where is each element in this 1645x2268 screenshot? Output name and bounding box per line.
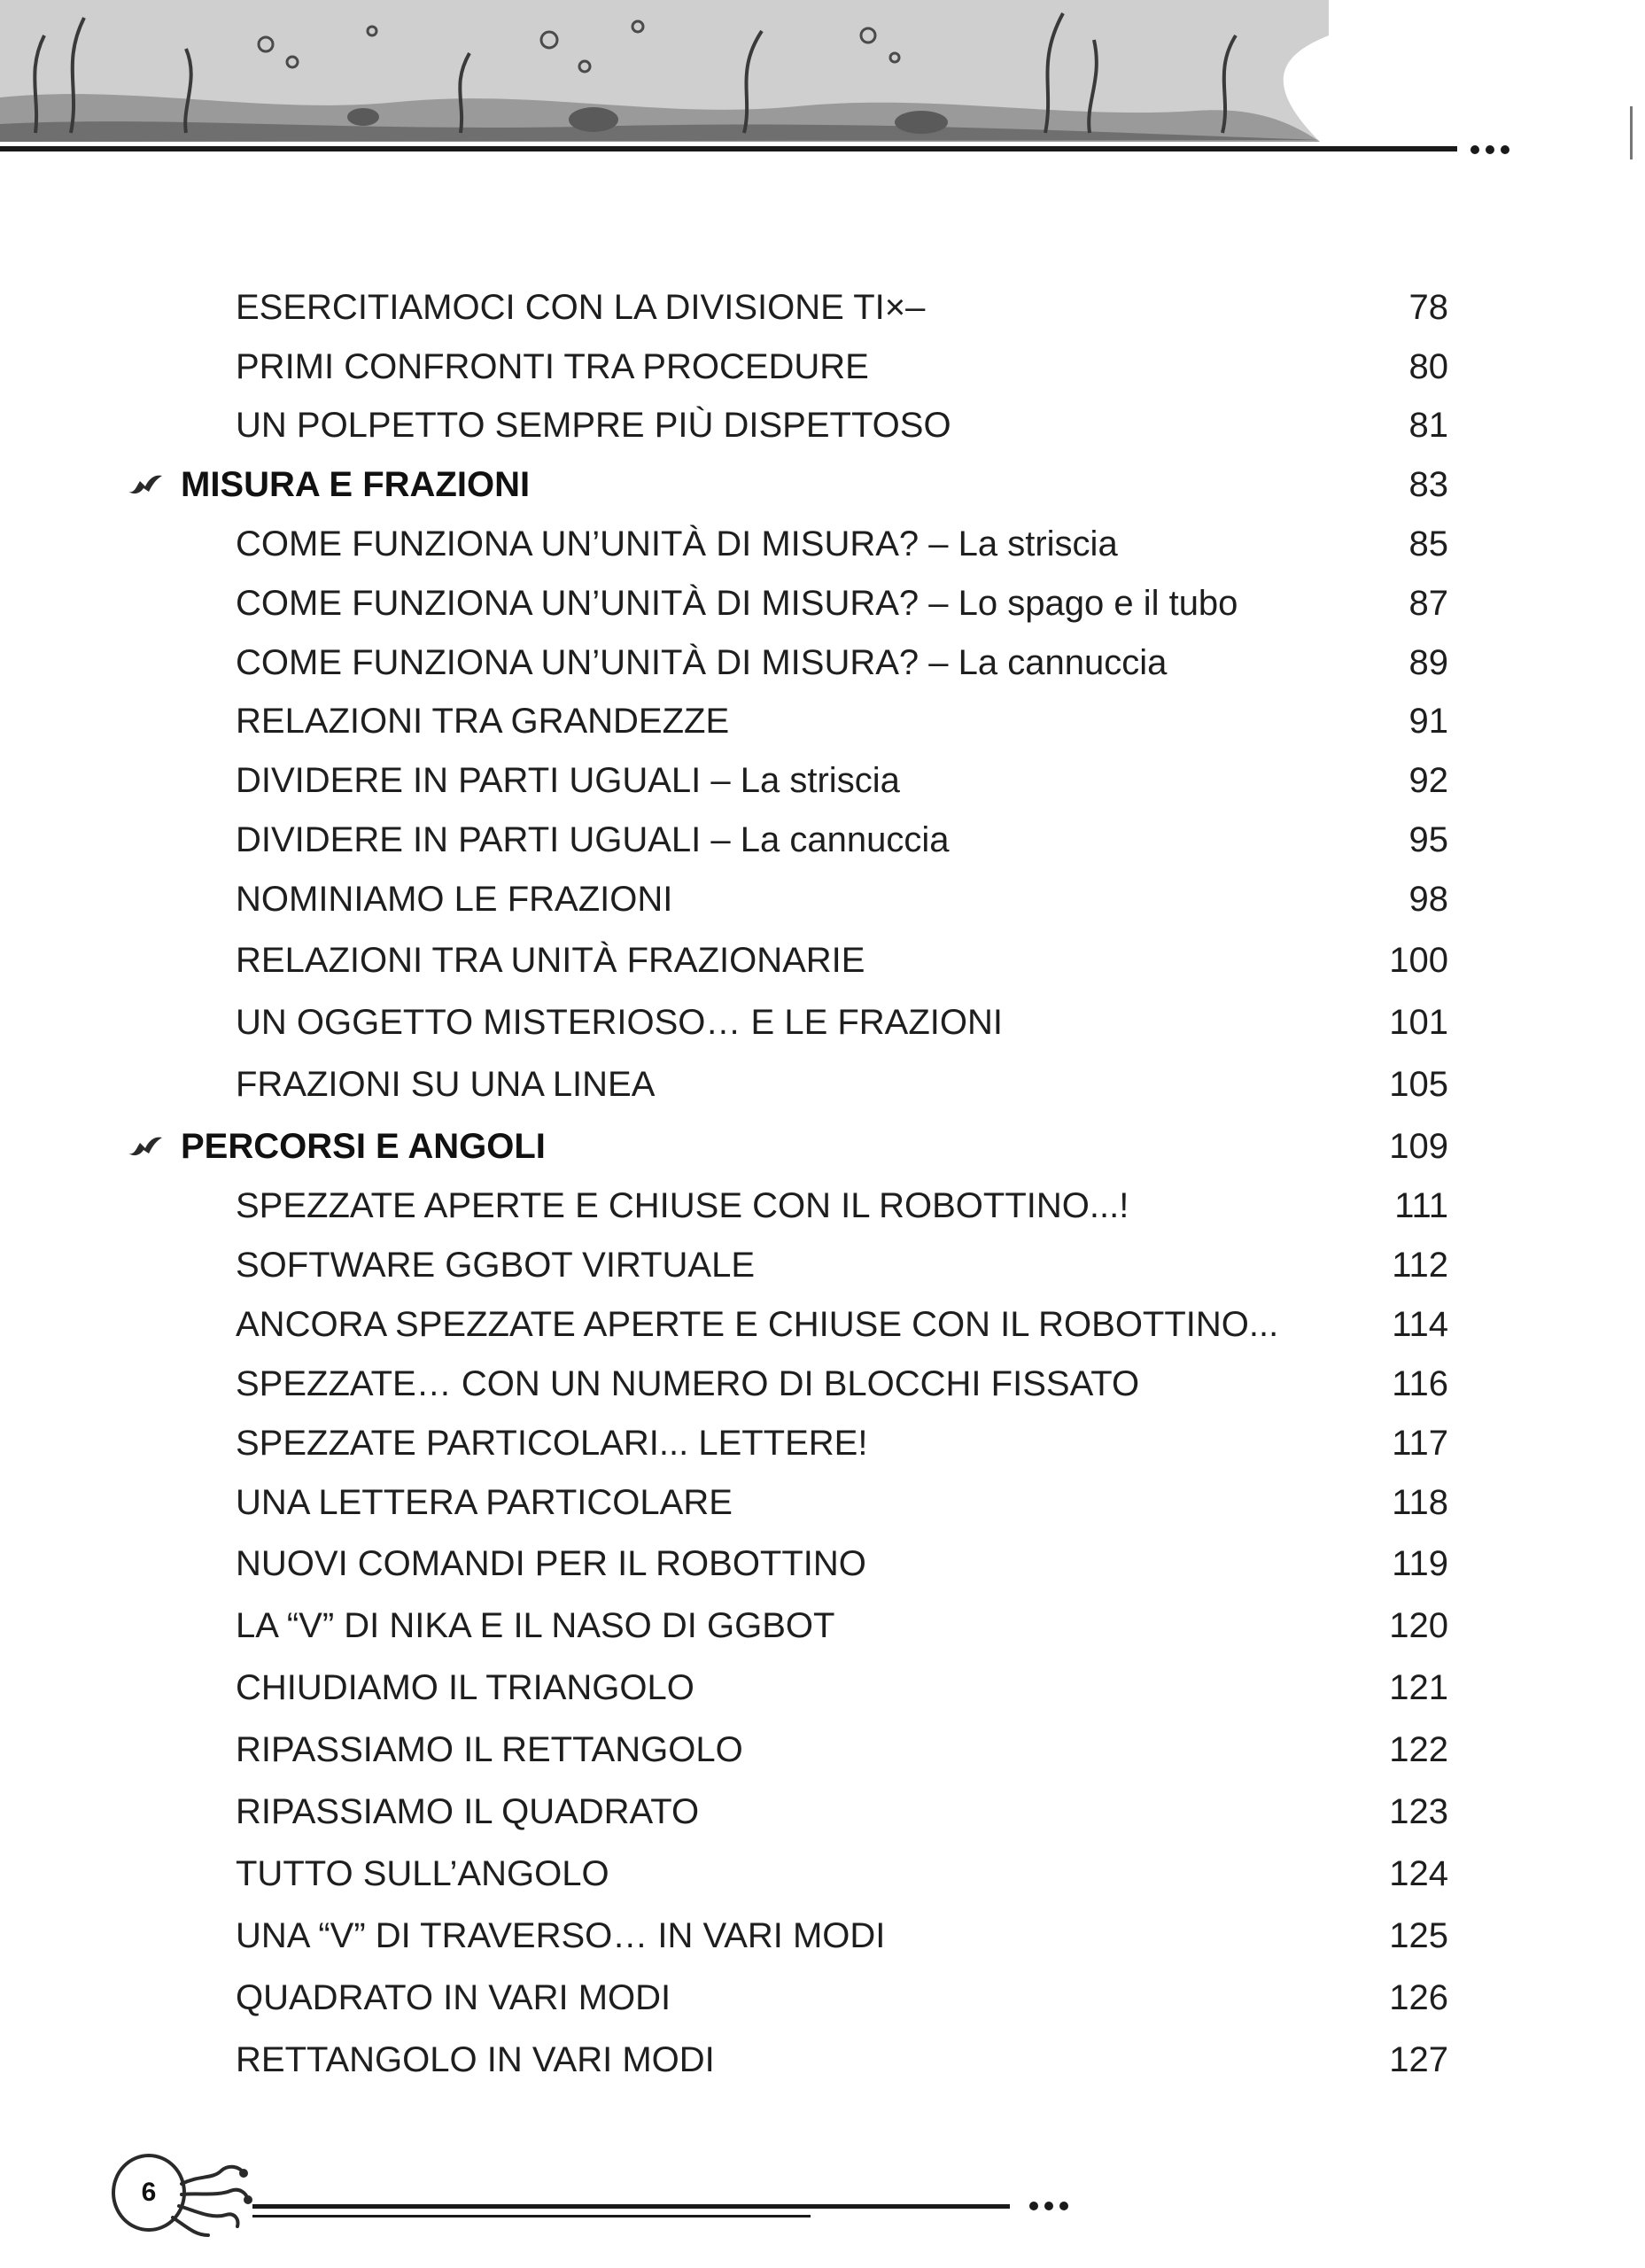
toc-entry-title: SPEZZATE APERTE E CHIUSE CON IL ROBOTTINO...!	[236, 1186, 1129, 1225]
toc-entry-title: DIVIDERE IN PARTI UGUALI – La striscia	[236, 761, 900, 800]
toc-entry[interactable]	[0, 813, 1645, 866]
toc-entry-title: COME FUNZIONA UN’UNITÀ DI MISURA? – Lo spago e il tubo	[236, 584, 1238, 623]
toc-entry-title: UNA LETTERA PARTICOLARE	[236, 1483, 733, 1522]
toc-entry-title: NOMINIAMO LE FRAZIONI	[236, 880, 673, 919]
toc-entry[interactable]	[0, 1298, 1645, 1351]
toc-entry[interactable]	[0, 873, 1645, 926]
toc-entry[interactable]	[0, 340, 1645, 393]
toc-entry-page: 81	[1408, 406, 1448, 445]
toc-entry[interactable]	[0, 1476, 1645, 1529]
toc-entry-page: 118	[1392, 1483, 1448, 1522]
toc-entry[interactable]	[0, 996, 1645, 1049]
toc-entry-page: 91	[1408, 702, 1448, 741]
toc-entry[interactable]	[0, 577, 1645, 630]
toc-entry[interactable]	[0, 1909, 1645, 1962]
toc-entry[interactable]	[0, 517, 1645, 571]
footer-ellipsis-dots	[1029, 2202, 1068, 2210]
toc-entry[interactable]	[0, 1661, 1645, 1714]
toc-section-heading[interactable]	[0, 458, 1645, 511]
toc-entry[interactable]	[0, 1971, 1645, 2024]
toc-entry[interactable]	[0, 695, 1645, 748]
toc-entry-title: SPEZZATE PARTICOLARI... LETTERE!	[236, 1424, 868, 1463]
toc-entry-page: 100	[1389, 941, 1448, 980]
toc-entry-page: 109	[1389, 1127, 1448, 1166]
toc-entry[interactable]	[0, 1058, 1645, 1111]
toc-entry[interactable]	[0, 1239, 1645, 1292]
toc-entry-title: RIPASSIAMO IL RETTANGOLO	[236, 1730, 743, 1769]
toc-entry[interactable]	[0, 399, 1645, 452]
toc-entry-title: UN OGGETTO MISTERIOSO… E LE FRAZIONI	[236, 1003, 1004, 1042]
toc-entry-page: 111	[1394, 1186, 1448, 1225]
toc-entry-page: 123	[1389, 1792, 1448, 1831]
toc-entry[interactable]	[0, 1785, 1645, 1838]
toc-entry-title: SOFTWARE GGBOT VIRTUALE	[236, 1246, 756, 1285]
toc-entry-title: QUADRATO IN VARI MODI	[236, 1978, 671, 2017]
swoosh-bullet-icon	[126, 1132, 165, 1159]
toc-entry-title: LA “V” DI NIKA E IL NASO DI GGBOT	[236, 1606, 835, 1645]
toc-entry-page: 122	[1389, 1730, 1448, 1769]
toc-entry[interactable]	[0, 1599, 1645, 1652]
toc-entry-title: COME FUNZIONA UN’UNITÀ DI MISURA? – La cannuccia	[236, 643, 1168, 682]
toc-entry[interactable]	[0, 1723, 1645, 1776]
toc-entry-page: 124	[1389, 1854, 1448, 1893]
toc-entry-page: 78	[1408, 288, 1448, 327]
toc-entry-page: 83	[1408, 465, 1448, 504]
toc-entry-page: 125	[1389, 1916, 1448, 1955]
toc-entry-page: 126	[1389, 1978, 1448, 2017]
toc-entry-title: DIVIDERE IN PARTI UGUALI – La cannuccia	[236, 820, 950, 859]
toc-entry-page: 85	[1408, 524, 1448, 563]
toc-entry-title: MISURA E FRAZIONI	[181, 465, 531, 504]
page-number: 6	[141, 2178, 157, 2207]
toc-entry[interactable]	[0, 1179, 1645, 1232]
toc-entry-title: PERCORSI E ANGOLI	[181, 1127, 546, 1166]
toc-entry-title: NUOVI COMANDI PER IL ROBOTTINO	[236, 1544, 866, 1583]
toc-entry[interactable]	[0, 1847, 1645, 1900]
toc-entry-title: UN POLPETTO SEMPRE PIÙ DISPETTOSO	[236, 406, 951, 445]
footer-rule	[252, 2204, 1010, 2209]
toc-entry[interactable]	[0, 1357, 1645, 1410]
toc-entry-page: 119	[1392, 1544, 1448, 1583]
toc-entry-title: ANCORA SPEZZATE APERTE E CHIUSE CON IL ROBOTTINO...	[236, 1305, 1279, 1344]
toc-entry[interactable]	[0, 754, 1645, 807]
toc-entry-page: 89	[1408, 643, 1448, 682]
swoosh-bullet-icon	[126, 470, 165, 497]
footer-rule-thin	[252, 2215, 811, 2218]
toc-entry-title: COME FUNZIONA UN’UNITÀ DI MISURA? – La striscia	[236, 524, 1118, 563]
toc-entry-title: RELAZIONI TRA GRANDEZZE	[236, 702, 730, 741]
toc-entry-title: SPEZZATE… CON UN NUMERO DI BLOCCHI FISSATO	[236, 1364, 1140, 1403]
toc-entry-page: 120	[1389, 1606, 1448, 1645]
toc-entry-title: PRIMI CONFRONTI TRA PROCEDURE	[236, 347, 869, 386]
toc-entry-page: 92	[1408, 761, 1448, 800]
toc-entry-page: 95	[1408, 820, 1448, 859]
toc-entry-title: RIPASSIAMO IL QUADRATO	[236, 1792, 700, 1831]
toc-entry-page: 80	[1408, 347, 1448, 386]
toc-entry-page: 121	[1389, 1668, 1448, 1707]
toc-entry-page: 116	[1392, 1364, 1448, 1403]
toc-entry-title: TUTTO SULL’ANGOLO	[236, 1854, 609, 1893]
toc-entry-page: 127	[1389, 2040, 1448, 2079]
toc-entry-title: RETTANGOLO IN VARI MODI	[236, 2040, 715, 2079]
toc-entry-title: FRAZIONI SU UNA LINEA	[236, 1065, 656, 1104]
toc-entry-title: UNA “V” DI TRAVERSO… IN VARI MODI	[236, 1916, 886, 1955]
toc-entry-title: ESERCITIAMOCI CON LA DIVISIONE TI×–	[236, 288, 926, 327]
toc-entry[interactable]	[0, 1417, 1645, 1470]
toc-entry-page: 87	[1408, 584, 1448, 623]
toc-entry-page: 112	[1392, 1246, 1448, 1285]
toc-entry[interactable]	[0, 281, 1645, 334]
toc-entry-title: RELAZIONI TRA UNITÀ FRAZIONARIE	[236, 941, 865, 980]
toc-entry-page: 117	[1392, 1424, 1448, 1463]
toc-entry-page: 98	[1408, 880, 1448, 919]
toc-entry[interactable]	[0, 934, 1645, 987]
toc-entry-page: 105	[1389, 1065, 1448, 1104]
toc-section-heading[interactable]	[0, 1120, 1645, 1173]
toc-entry-page: 114	[1392, 1305, 1448, 1344]
toc-entry-title: CHIUDIAMO IL TRIANGOLO	[236, 1668, 694, 1707]
toc-entry[interactable]	[0, 1537, 1645, 1590]
toc-entry-page: 101	[1389, 1003, 1448, 1042]
toc-entry[interactable]	[0, 2033, 1645, 2086]
toc-entry[interactable]	[0, 636, 1645, 689]
